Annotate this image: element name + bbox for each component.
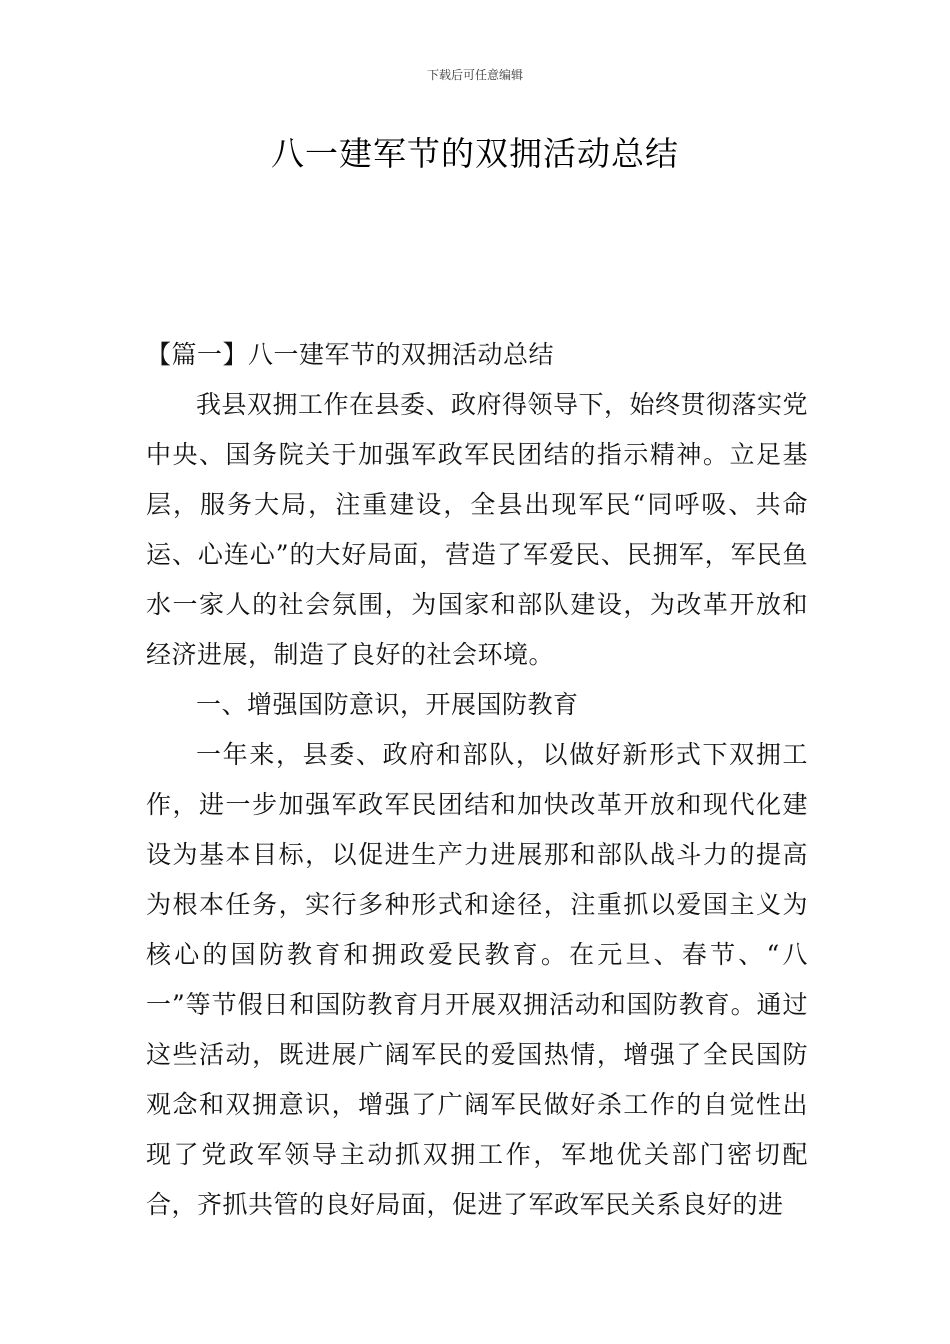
document-body	[146, 330, 808, 1230]
subheading-national-defense: 一、增强国防意识，开展国防教育	[196, 690, 579, 719]
section-heading: 【篇一】八一建军节的双拥活动总结	[146, 340, 555, 369]
page-header-note: 下载后可任意编辑	[426, 68, 523, 82]
document-title: 八一建军节的双拥活动总结	[271, 134, 679, 173]
paragraph-national-defense: 一年来，县委、政府和部队，以做好新形式下双拥工作，进一步加强军政军民团结和加快改革开放和现代化建设为基本目标，以促进生产力进展那和部队战斗力的提高为根本任务，实行多种形式和途径，注重抓以爱国主义为核心的国防教育和拥政爱民教育。在元旦、春节、“八一”等节假日和国防教育月开展双拥活动和国防教育。通过这些活动，既进展广阔军民的爱国热情，增强了全民国防观念和双拥意识，增强了广阔军民做好杀工作的自觉性出现了党政军领导主动抓双拥工作，军地优关部门密切配合，齐抓共管的良好局面，促进了军政军民关系良好的进	[146, 740, 808, 1219]
paragraph-intro: 我县双拥工作在县委、政府得领导下，始终贯彻落实党中央、国务院关于加强军政军民团结的指示精神。立足基层，服务大局，注重建设，全县出现军民“同呼吸、共命运、心连心”的大好局面，营造了军爱民、民拥军，军民鱼水一家人的社会氛围，为国家和部队建设，为改革开放和经济进展，制造了良好的社会环境。	[146, 390, 809, 669]
